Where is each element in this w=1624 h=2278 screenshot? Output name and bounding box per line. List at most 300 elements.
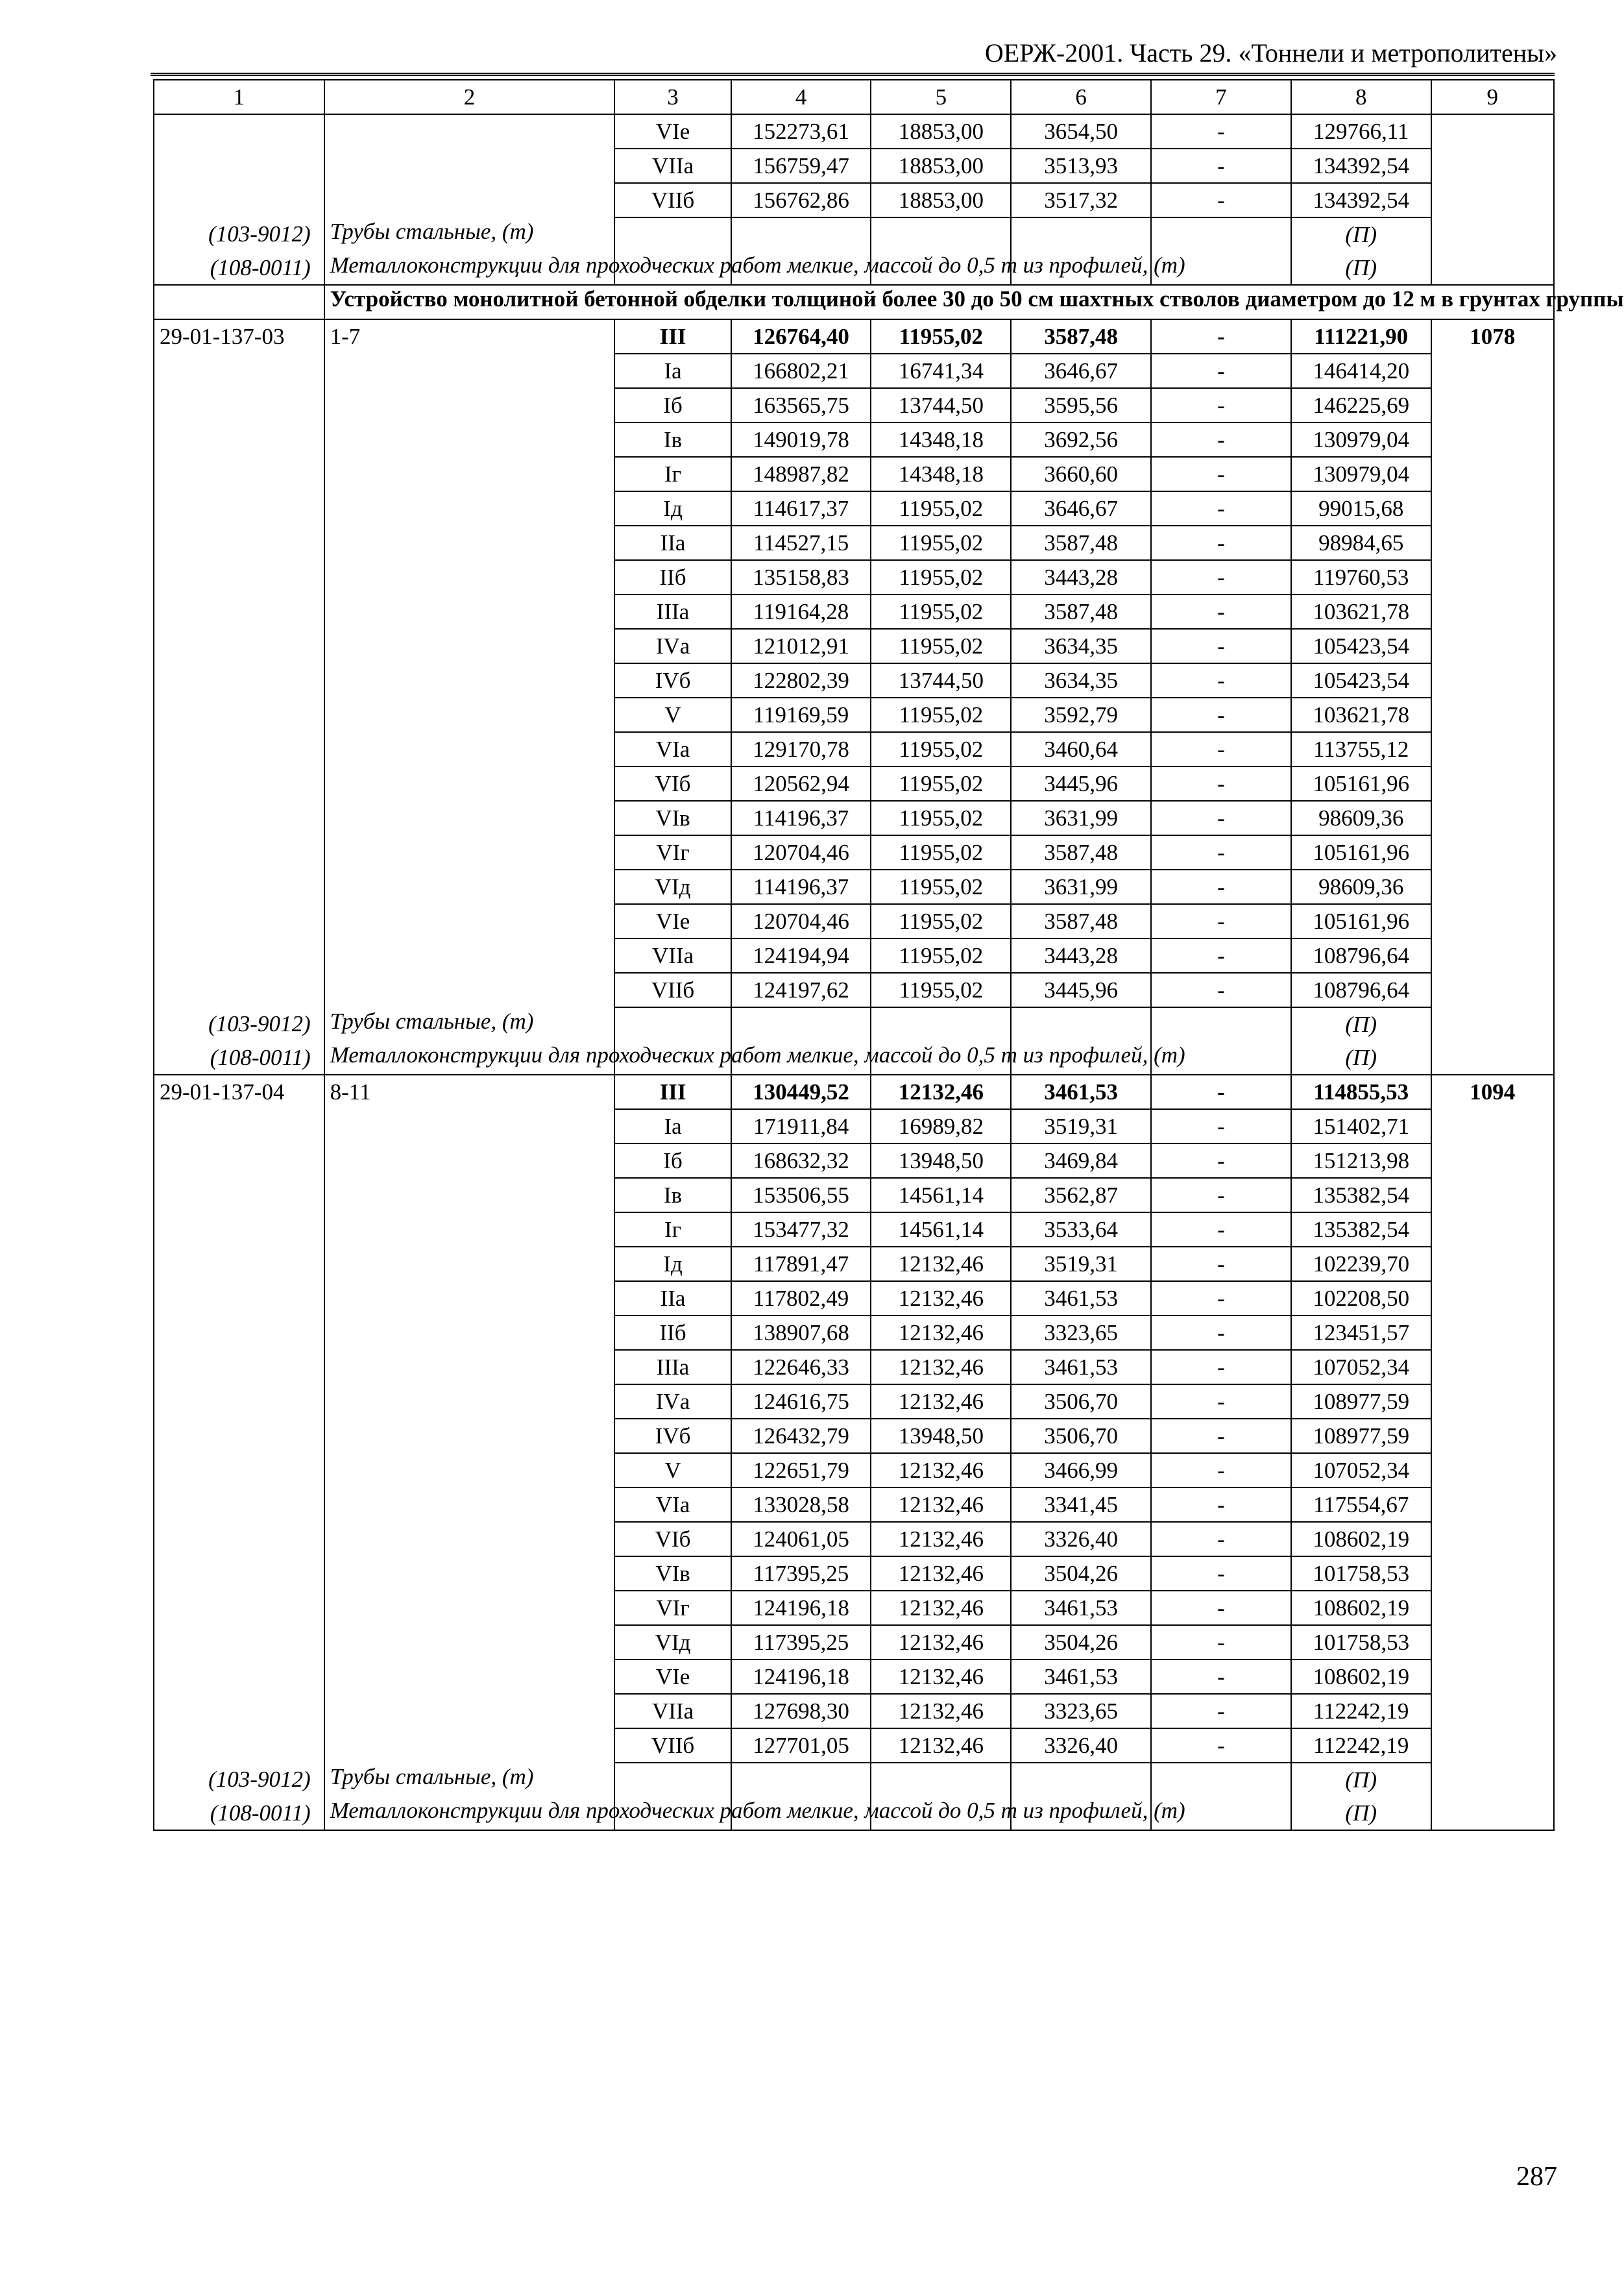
zone-cell: VIе <box>614 1660 731 1694</box>
wages-cell: 12132,46 <box>871 1591 1011 1625</box>
empty-cell <box>1431 1728 1554 1763</box>
driver-wages-cell: - <box>1151 732 1291 766</box>
zone-cell: Iа <box>614 1109 731 1144</box>
empty-cell <box>154 1625 324 1660</box>
direct-cost-cell: 117395,25 <box>731 1556 871 1591</box>
empty-cell <box>154 149 324 183</box>
empty-cell <box>1431 1488 1554 1522</box>
empty-cell <box>1431 1660 1554 1694</box>
empty-cell <box>324 594 615 629</box>
empty-cell <box>154 594 324 629</box>
wages-cell: 12132,46 <box>871 1453 1011 1488</box>
wages-cell: 14348,18 <box>871 423 1011 457</box>
page-number: 287 <box>1516 2162 1557 2192</box>
wages-cell: 12132,46 <box>871 1694 1011 1728</box>
materials-cell: 105161,96 <box>1291 766 1431 801</box>
resource-value: (П) <box>1291 1007 1431 1041</box>
resource-row <box>154 1796 1554 1830</box>
machines-cell: 3519,31 <box>1011 1247 1151 1281</box>
empty-cell <box>324 114 615 149</box>
empty-cell <box>154 766 324 801</box>
wages-cell: 12132,46 <box>871 1247 1011 1281</box>
empty-cell <box>324 973 615 1007</box>
materials-cell: 108977,59 <box>1291 1384 1431 1419</box>
empty-cell <box>1431 388 1554 423</box>
driver-wages-cell: - <box>1151 319 1291 354</box>
materials-cell: 114855,53 <box>1291 1075 1431 1109</box>
empty-cell <box>154 698 324 732</box>
empty-cell <box>731 1763 871 1796</box>
resource-value: (П) <box>1291 251 1431 285</box>
wages-cell: 12132,46 <box>871 1384 1011 1419</box>
wages-cell: 14348,18 <box>871 457 1011 491</box>
materials-cell: 107052,34 <box>1291 1453 1431 1488</box>
rate-row <box>154 1281 1554 1316</box>
driver-wages-cell: - <box>1151 354 1291 388</box>
header-divider <box>151 73 1555 76</box>
empty-cell <box>324 870 615 904</box>
empty-cell <box>1431 183 1554 217</box>
empty-cell <box>324 1384 615 1419</box>
empty-cell <box>1431 491 1554 526</box>
empty-cell <box>1151 1763 1291 1796</box>
rate-row <box>154 457 1554 491</box>
zone-cell: IIа <box>614 526 731 560</box>
materials-cell: 151213,98 <box>1291 1144 1431 1178</box>
empty-cell <box>1431 594 1554 629</box>
materials-cell: 105161,96 <box>1291 835 1431 870</box>
rate-row <box>154 1350 1554 1384</box>
resource-name: Металлоконструкции для проходческих работ мелкие, массой до 0,5 т из профилей, (т) <box>324 251 615 285</box>
driver-wages-cell: - <box>1151 1591 1291 1625</box>
direct-cost-cell: 120562,94 <box>731 766 871 801</box>
column-number: 4 <box>731 80 871 114</box>
driver-wages-cell: - <box>1151 1281 1291 1316</box>
driver-wages-cell: - <box>1151 149 1291 183</box>
rate-row <box>154 1316 1554 1350</box>
empty-cell <box>324 149 615 183</box>
machines-cell: 3631,99 <box>1011 870 1151 904</box>
empty-cell <box>324 1144 615 1178</box>
rate-row <box>154 801 1554 835</box>
resource-value: (П) <box>1291 217 1431 251</box>
driver-wages-cell: - <box>1151 1522 1291 1556</box>
zone-cell: IVа <box>614 1384 731 1419</box>
rate-row <box>154 1488 1554 1522</box>
empty-cell <box>154 183 324 217</box>
wages-cell: 12132,46 <box>871 1075 1011 1109</box>
driver-wages-cell: - <box>1151 1660 1291 1694</box>
zone-cell: Iд <box>614 1247 731 1281</box>
driver-wages-cell: - <box>1151 1212 1291 1247</box>
rate-row <box>154 973 1554 1007</box>
machines-cell: 3506,70 <box>1011 1419 1151 1453</box>
rate-row <box>154 1728 1554 1763</box>
wages-cell: 11955,02 <box>871 560 1011 594</box>
zone-cell: Iд <box>614 491 731 526</box>
empty-cell <box>324 698 615 732</box>
empty-cell <box>324 1660 615 1694</box>
resource-row <box>154 1041 1554 1075</box>
direct-cost-cell: 127701,05 <box>731 1728 871 1763</box>
materials-cell: 134392,54 <box>1291 183 1431 217</box>
empty-cell <box>154 1281 324 1316</box>
materials-cell: 108796,64 <box>1291 973 1431 1007</box>
direct-cost-cell: 130449,52 <box>731 1075 871 1109</box>
machines-cell: 3587,48 <box>1011 319 1151 354</box>
empty-cell <box>324 1281 615 1316</box>
rate-row <box>154 1419 1554 1453</box>
empty-cell <box>154 388 324 423</box>
empty-cell <box>1431 1763 1554 1796</box>
empty-cell <box>154 663 324 698</box>
direct-cost-cell: 117891,47 <box>731 1247 871 1281</box>
materials-cell: 113755,12 <box>1291 732 1431 766</box>
wages-cell: 13744,50 <box>871 663 1011 698</box>
machines-cell: 3513,93 <box>1011 149 1151 183</box>
rate-main-row <box>154 1075 1554 1109</box>
machines-cell: 3587,48 <box>1011 835 1151 870</box>
zone-cell: VIв <box>614 1556 731 1591</box>
empty-cell <box>1431 149 1554 183</box>
driver-wages-cell: - <box>1151 1247 1291 1281</box>
resource-row <box>154 251 1554 285</box>
empty-cell <box>324 1350 615 1384</box>
section-title-row <box>154 285 1554 319</box>
empty-cell <box>1431 1109 1554 1144</box>
empty-cell <box>1431 354 1554 388</box>
empty-cell <box>154 1556 324 1591</box>
driver-wages-cell: - <box>1151 1694 1291 1728</box>
empty-cell <box>154 629 324 663</box>
empty-cell <box>154 491 324 526</box>
empty-cell <box>154 1178 324 1212</box>
empty-cell <box>324 1591 615 1625</box>
resource-row <box>154 1763 1554 1796</box>
wages-cell: 14561,14 <box>871 1212 1011 1247</box>
empty-cell <box>154 457 324 491</box>
empty-cell <box>1431 217 1554 251</box>
empty-cell <box>1431 526 1554 560</box>
machines-cell: 3592,79 <box>1011 698 1151 732</box>
rate-row <box>154 766 1554 801</box>
machines-cell: 3323,65 <box>1011 1316 1151 1350</box>
column-number: 8 <box>1291 80 1431 114</box>
driver-wages-cell: - <box>1151 1556 1291 1591</box>
rate-row <box>154 1178 1554 1212</box>
materials-cell: 105423,54 <box>1291 663 1431 698</box>
empty-cell <box>324 1522 615 1556</box>
empty-cell <box>1011 1763 1151 1796</box>
machines-cell: 3562,87 <box>1011 1178 1151 1212</box>
empty-cell <box>324 938 615 973</box>
empty-cell <box>324 183 615 217</box>
empty-cell <box>154 1728 324 1763</box>
wages-cell: 11955,02 <box>871 801 1011 835</box>
empty-cell <box>1431 1144 1554 1178</box>
materials-cell: 134392,54 <box>1291 149 1431 183</box>
empty-cell <box>154 423 324 457</box>
empty-cell <box>1011 217 1151 251</box>
zone-cell: VIIб <box>614 973 731 1007</box>
wages-cell: 11955,02 <box>871 491 1011 526</box>
resource-code: (103-9012) <box>154 1763 324 1796</box>
resource-value: (П) <box>1291 1041 1431 1075</box>
rate-row <box>154 594 1554 629</box>
empty-cell <box>614 217 731 251</box>
wages-cell: 11955,02 <box>871 594 1011 629</box>
empty-cell <box>324 1625 615 1660</box>
empty-cell <box>154 560 324 594</box>
empty-cell <box>154 1212 324 1247</box>
driver-wages-cell: - <box>1151 1728 1291 1763</box>
empty-cell <box>324 1556 615 1591</box>
direct-cost-cell: 119164,28 <box>731 594 871 629</box>
rate-code: 29-01-137-03 <box>154 319 324 354</box>
empty-cell <box>1431 801 1554 835</box>
materials-cell: 111221,90 <box>1291 319 1431 354</box>
machines-cell: 3595,56 <box>1011 388 1151 423</box>
wages-cell: 13948,50 <box>871 1419 1011 1453</box>
continuation-row <box>154 183 1554 217</box>
empty-cell <box>1431 114 1554 149</box>
empty-cell <box>871 1007 1011 1041</box>
empty-cell <box>324 1694 615 1728</box>
wages-cell: 14561,14 <box>871 1178 1011 1212</box>
continuation-row <box>154 149 1554 183</box>
empty-cell <box>324 1212 615 1247</box>
zone-cell: VIIа <box>614 149 731 183</box>
zone-cell: VIд <box>614 870 731 904</box>
empty-cell <box>731 217 871 251</box>
empty-cell <box>324 732 615 766</box>
zone-cell: VIа <box>614 732 731 766</box>
zone-cell: VIб <box>614 766 731 801</box>
empty-cell <box>1431 251 1554 285</box>
materials-cell: 108796,64 <box>1291 938 1431 973</box>
zone-cell: VIе <box>614 114 731 149</box>
machines-cell: 3660,60 <box>1011 457 1151 491</box>
materials-cell: 98609,36 <box>1291 801 1431 835</box>
empty-cell <box>1431 560 1554 594</box>
rate-row <box>154 938 1554 973</box>
empty-cell <box>324 1247 615 1281</box>
zone-cell: III <box>614 1075 731 1109</box>
driver-wages-cell: - <box>1151 457 1291 491</box>
wages-cell: 16989,82 <box>871 1109 1011 1144</box>
rate-row <box>154 732 1554 766</box>
driver-wages-cell: - <box>1151 663 1291 698</box>
machines-cell: 3445,96 <box>1011 973 1151 1007</box>
rate-row <box>154 1109 1554 1144</box>
wages-cell: 11955,02 <box>871 526 1011 560</box>
rate-main-row <box>154 319 1554 354</box>
direct-cost-cell: 122646,33 <box>731 1350 871 1384</box>
materials-cell: 101758,53 <box>1291 1625 1431 1660</box>
driver-wages-cell: - <box>1151 594 1291 629</box>
direct-cost-cell: 117395,25 <box>731 1625 871 1660</box>
direct-cost-cell: 122802,39 <box>731 663 871 698</box>
zone-cell: VIг <box>614 835 731 870</box>
driver-wages-cell: - <box>1151 870 1291 904</box>
materials-cell: 101758,53 <box>1291 1556 1431 1591</box>
rate-row <box>154 1212 1554 1247</box>
direct-cost-cell: 152273,61 <box>731 114 871 149</box>
empty-cell <box>324 1728 615 1763</box>
driver-wages-cell: - <box>1151 698 1291 732</box>
zone-cell: Iа <box>614 354 731 388</box>
empty-cell <box>324 423 615 457</box>
driver-wages-cell: - <box>1151 1316 1291 1350</box>
resource-name: Трубы стальные, (т) <box>324 1007 615 1041</box>
wages-cell: 18853,00 <box>871 114 1011 149</box>
empty-cell <box>154 354 324 388</box>
machines-cell: 3587,48 <box>1011 904 1151 938</box>
empty-cell <box>324 835 615 870</box>
zone-cell: IIIа <box>614 1350 731 1384</box>
resource-name: Металлоконструкции для проходческих работ мелкие, массой до 0,5 т из профилей, (т) <box>324 1041 615 1075</box>
empty-cell <box>154 526 324 560</box>
machines-cell: 3587,48 <box>1011 594 1151 629</box>
materials-cell: 108602,19 <box>1291 1591 1431 1625</box>
zone-cell: Iб <box>614 1144 731 1178</box>
empty-cell <box>324 457 615 491</box>
machines-cell: 3533,64 <box>1011 1212 1151 1247</box>
wages-cell: 18853,00 <box>871 149 1011 183</box>
column-number: 6 <box>1011 80 1151 114</box>
machines-cell: 3634,35 <box>1011 663 1151 698</box>
empty-cell <box>154 801 324 835</box>
empty-cell <box>1431 1522 1554 1556</box>
rate-row <box>154 1144 1554 1178</box>
empty-cell <box>154 1694 324 1728</box>
empty-cell <box>1151 217 1291 251</box>
machines-cell: 3461,53 <box>1011 1075 1151 1109</box>
direct-cost-cell: 124196,18 <box>731 1660 871 1694</box>
direct-cost-cell: 135158,83 <box>731 560 871 594</box>
wages-cell: 11955,02 <box>871 766 1011 801</box>
machines-cell: 3461,53 <box>1011 1281 1151 1316</box>
empty-cell <box>1431 1694 1554 1728</box>
wages-cell: 12132,46 <box>871 1660 1011 1694</box>
wages-cell: 16741,34 <box>871 354 1011 388</box>
empty-cell <box>614 1007 731 1041</box>
materials-cell: 119760,53 <box>1291 560 1431 594</box>
direct-cost-cell: 148987,82 <box>731 457 871 491</box>
empty-cell <box>154 1109 324 1144</box>
driver-wages-cell: - <box>1151 526 1291 560</box>
direct-cost-cell: 124196,18 <box>731 1591 871 1625</box>
column-number: 3 <box>614 80 731 114</box>
zone-cell: VIа <box>614 1488 731 1522</box>
wages-cell: 12132,46 <box>871 1728 1011 1763</box>
materials-cell: 108602,19 <box>1291 1522 1431 1556</box>
machines-cell: 3445,96 <box>1011 766 1151 801</box>
materials-cell: 112242,19 <box>1291 1728 1431 1763</box>
driver-wages-cell: - <box>1151 1453 1291 1488</box>
driver-wages-cell: - <box>1151 560 1291 594</box>
empty-cell <box>154 1522 324 1556</box>
column-number: 9 <box>1431 80 1554 114</box>
direct-cost-cell: 156762,86 <box>731 183 871 217</box>
wages-cell: 13744,50 <box>871 388 1011 423</box>
driver-wages-cell: - <box>1151 114 1291 149</box>
zone-cell: V <box>614 698 731 732</box>
direct-cost-cell: 149019,78 <box>731 423 871 457</box>
resource-value: (П) <box>1291 1796 1431 1830</box>
driver-wages-cell: - <box>1151 973 1291 1007</box>
empty-cell <box>324 526 615 560</box>
empty-cell <box>324 766 615 801</box>
rate-range: 8-11 <box>324 1075 615 1109</box>
empty-cell <box>324 1178 615 1212</box>
empty-cell <box>154 732 324 766</box>
wages-cell: 18853,00 <box>871 183 1011 217</box>
materials-cell: 99015,68 <box>1291 491 1431 526</box>
empty-cell <box>1151 1007 1291 1041</box>
materials-cell: 146414,20 <box>1291 354 1431 388</box>
empty-cell <box>154 1419 324 1453</box>
rate-row <box>154 1247 1554 1281</box>
rate-row <box>154 1694 1554 1728</box>
zone-cell: VIIа <box>614 1694 731 1728</box>
zone-cell: VIг <box>614 1591 731 1625</box>
empty-cell <box>324 904 615 938</box>
rates-table <box>153 79 1624 1831</box>
empty-cell <box>1431 938 1554 973</box>
materials-cell: 129766,11 <box>1291 114 1431 149</box>
empty-cell <box>1431 663 1554 698</box>
rate-row <box>154 354 1554 388</box>
empty-cell <box>1431 766 1554 801</box>
rate-row <box>154 1384 1554 1419</box>
resource-code: (108-0011) <box>154 1041 324 1075</box>
materials-cell: 117554,67 <box>1291 1488 1431 1522</box>
zone-cell: V <box>614 1453 731 1488</box>
direct-cost-cell: 117802,49 <box>731 1281 871 1316</box>
driver-wages-cell: - <box>1151 491 1291 526</box>
machines-cell: 3443,28 <box>1011 938 1151 973</box>
wages-cell: 11955,02 <box>871 698 1011 732</box>
materials-cell: 123451,57 <box>1291 1316 1431 1350</box>
empty-cell <box>1431 835 1554 870</box>
empty-cell <box>324 1453 615 1488</box>
resource-code: (108-0011) <box>154 1796 324 1830</box>
materials-cell: 105423,54 <box>1291 629 1431 663</box>
direct-cost-cell: 124197,62 <box>731 973 871 1007</box>
continuation-row <box>154 114 1554 149</box>
empty-cell <box>154 835 324 870</box>
empty-cell <box>154 1453 324 1488</box>
resource-code: (103-9012) <box>154 217 324 251</box>
empty-cell <box>1431 629 1554 663</box>
direct-cost-cell: 114617,37 <box>731 491 871 526</box>
materials-cell: 102208,50 <box>1291 1281 1431 1316</box>
empty-cell <box>1431 1556 1554 1591</box>
empty-cell <box>324 629 615 663</box>
section-title: Устройство монолитной бетонной обделки толщиной более 30 до 50 см шахтных стволов диаметром до 12 м в грунтах группы <box>324 285 1554 319</box>
wages-cell: 11955,02 <box>871 319 1011 354</box>
zone-cell: VIIб <box>614 183 731 217</box>
direct-cost-cell: 120704,46 <box>731 904 871 938</box>
driver-wages-cell: - <box>1151 1384 1291 1419</box>
direct-cost-cell: 122651,79 <box>731 1453 871 1488</box>
direct-cost-cell: 124194,94 <box>731 938 871 973</box>
zone-cell: IIб <box>614 1316 731 1350</box>
materials-cell: 135382,54 <box>1291 1178 1431 1212</box>
zone-cell: Iв <box>614 423 731 457</box>
direct-cost-cell: 168632,32 <box>731 1144 871 1178</box>
